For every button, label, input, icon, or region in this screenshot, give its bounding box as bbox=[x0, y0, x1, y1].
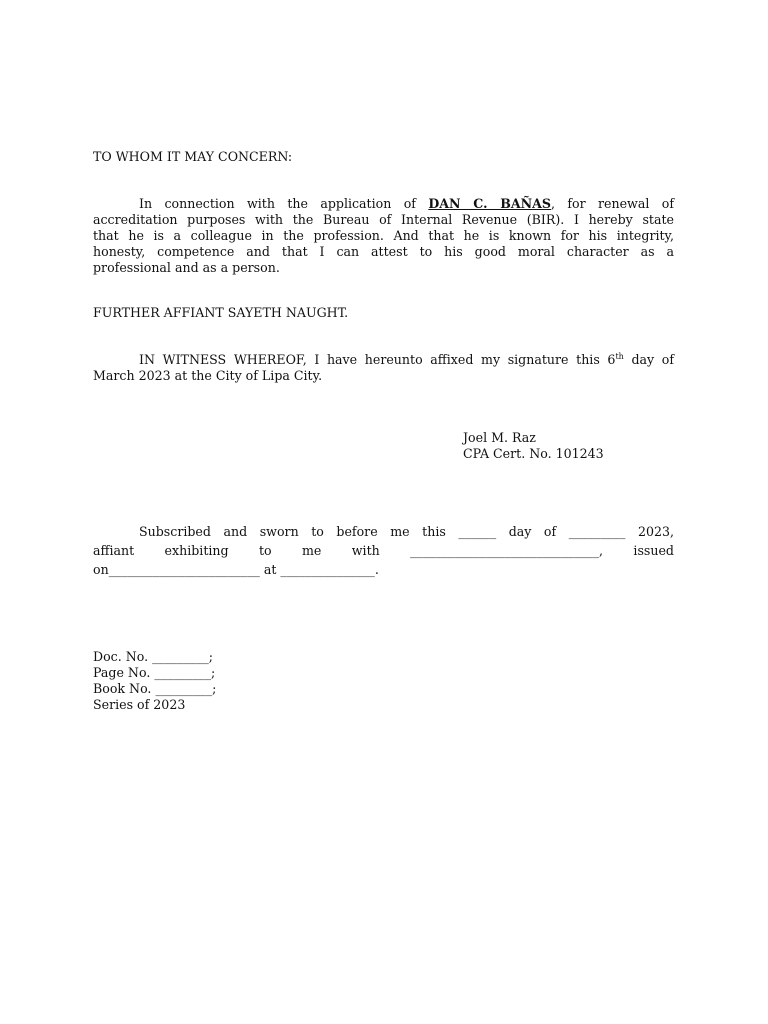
ordinal-suffix: th bbox=[615, 351, 624, 361]
signatory-cert-number: CPA Cert. No. 101243 bbox=[463, 446, 604, 461]
certification-paragraph bbox=[93, 196, 674, 276]
witness-paragraph bbox=[93, 352, 674, 384]
signatory-name: Joel M. Raz bbox=[463, 430, 536, 445]
witness-line-2: March 2023 at the City of Lipa City. bbox=[93, 368, 323, 383]
further-affiant-statement: FURTHER AFFIANT SAYETH NAUGHT. bbox=[93, 305, 349, 320]
book-number: Book No. _________; bbox=[93, 681, 217, 696]
jurat-paragraph bbox=[93, 522, 674, 579]
jurat-line-2: affiant exhibiting to me with ______________________________, issued bbox=[93, 543, 674, 558]
page-number: Page No. _________; bbox=[93, 665, 216, 680]
paragraph-line-5: professional and as a person. bbox=[93, 260, 280, 275]
applicant-name: DAN C. BAÑAS bbox=[428, 196, 552, 211]
salutation: TO WHOM IT MAY CONCERN: bbox=[93, 149, 293, 164]
notarial-register bbox=[93, 649, 674, 713]
witness-line-1: IN WITNESS WHEREOF, I have hereunto affixed my signature this 6th day of bbox=[139, 351, 675, 367]
signature-block bbox=[463, 430, 604, 462]
series-year: Series of 2023 bbox=[93, 697, 186, 712]
doc-number: Doc. No. _________; bbox=[93, 649, 214, 664]
paragraph-line-4: honesty, competence and that I can attest to his good moral character as a bbox=[93, 244, 674, 259]
jurat-line-1: Subscribed and sworn to before me this ______ day of _________ 2023, bbox=[139, 524, 674, 539]
jurat-line-3: on________________________ at _______________. bbox=[93, 562, 379, 577]
paragraph-line-2: accreditation purposes with the Bureau of Internal Revenue (BIR). I hereby state bbox=[93, 212, 674, 227]
paragraph-line-3: that he is a colleague in the profession. And that he is known for his integrity, bbox=[93, 228, 674, 243]
paragraph-line-1: In connection with the application of DAN C. BAÑAS, for renewal of bbox=[139, 196, 674, 211]
